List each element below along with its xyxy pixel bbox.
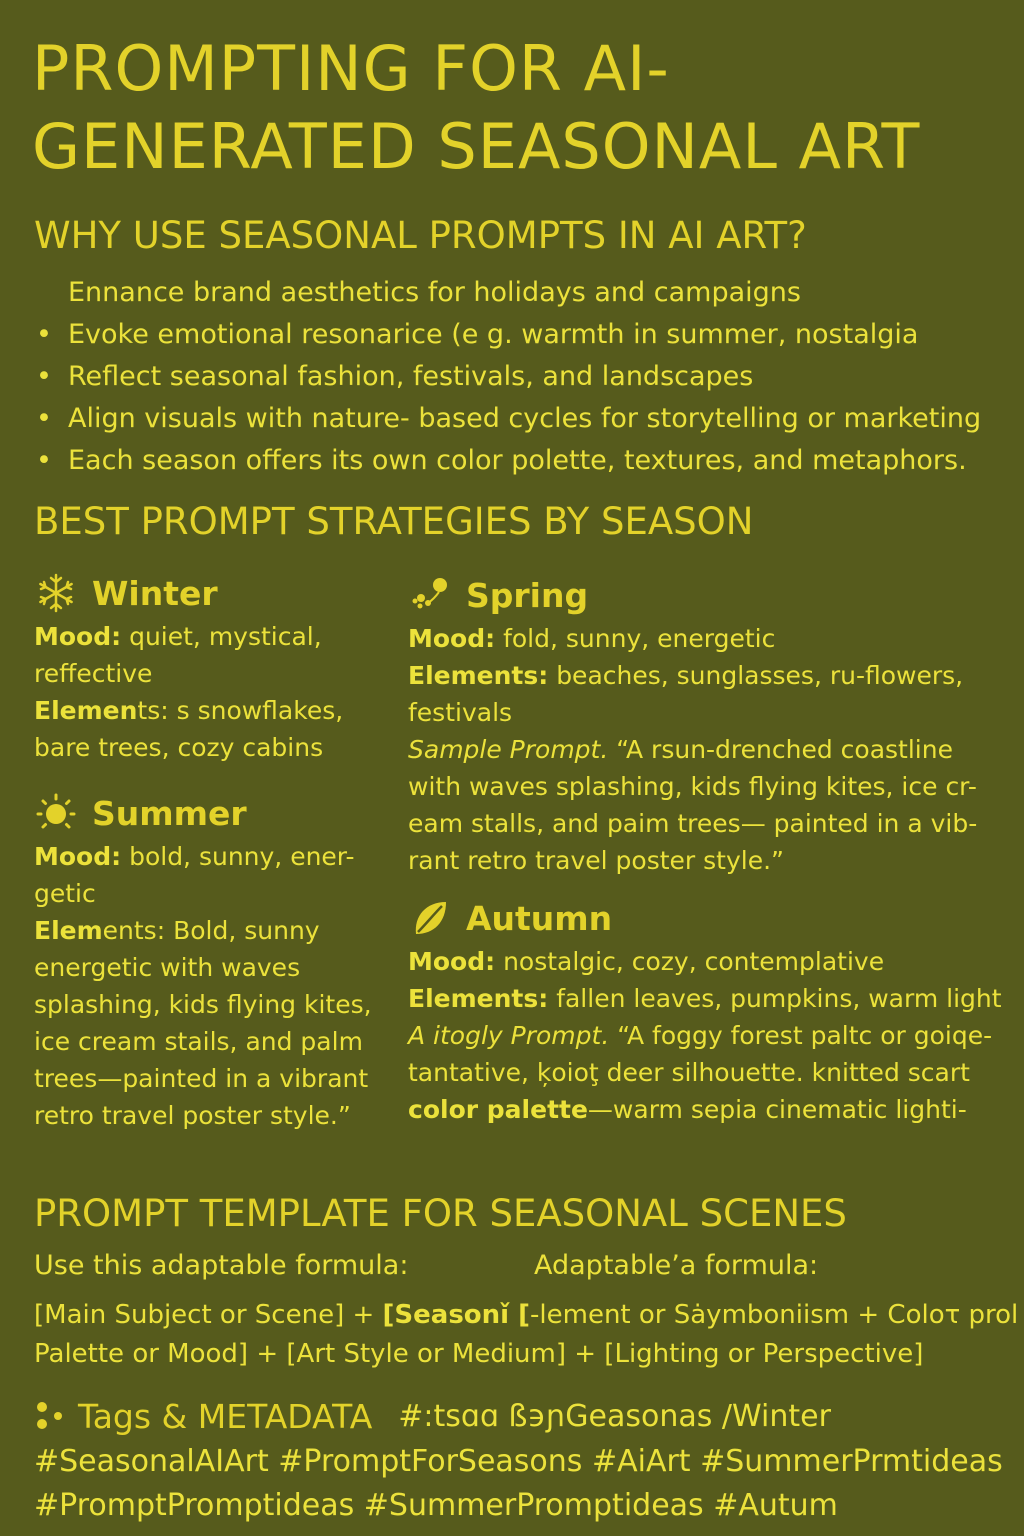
hashtag-line: #PromptPromptideas #SummerPromptideas #Autum xyxy=(34,1488,838,1523)
why-list xyxy=(34,272,1024,482)
spring-prompt: Sample Prompt. “A rsun-drenched coastline with waves splashing, kids flying kites, ice cr-eam stalls, and paim trees— painted in a vib-rant retro travel poster style.” xyxy=(408,735,978,875)
template-heading: PROMPT TEMPLATE FOR SEASONAL SCENES xyxy=(34,1192,847,1235)
winter-elements: Elements: s snowflakes, bare trees, cozy cabins xyxy=(34,696,344,762)
why-heading: WHY USE SEASONAL PROMPTS IN AI ART? xyxy=(34,214,807,257)
page-title: PROMPTING FOR AI-GENERATED SEASONAL ART xyxy=(32,32,921,183)
list-item: • Reflect seasonal fashion, festivals, and landscapes xyxy=(36,361,754,392)
autumn-heading xyxy=(408,893,1008,943)
winter-mood: Mood: quiet, mystical, reffective xyxy=(34,622,322,688)
autumn-mood: Mood: nostalgic, cozy, contemplative xyxy=(408,947,885,976)
hashtag-line: #SeasonalAIArt #PromptForSeasons #AiArt #SummerPrmtideas xyxy=(34,1444,1003,1479)
tags-heading xyxy=(32,1396,831,1436)
sun-icon xyxy=(34,791,78,835)
list-item: • Each season offers its own color polette, textures, and metaphors. xyxy=(36,445,967,476)
tags-icon xyxy=(32,1396,72,1436)
formula-intro-right: Adaptable’a formula: xyxy=(534,1250,819,1281)
hashtag-list xyxy=(34,1440,1003,1528)
list-item: • Evoke emotional resonarice (e g. warmth in summer, nostalgia xyxy=(36,319,919,350)
spring-elements: Elements: beaches, sunglasses, ru-flowers, festivals xyxy=(408,661,964,727)
leaf-icon xyxy=(408,896,452,940)
autumn-elements: Elements: fallen leaves, pumpkins, warm light xyxy=(408,984,1002,1013)
winter-title: Winter xyxy=(92,573,218,613)
winter-section xyxy=(34,568,374,1134)
autumn-title: Autumn xyxy=(466,898,613,938)
summer-title: Summer xyxy=(92,793,247,833)
summer-mood: Mood: bold, sunny, ener-getic xyxy=(34,842,355,908)
spring-mood: Mood: fold, sunny, energetic xyxy=(408,624,776,653)
summer-heading xyxy=(34,788,374,838)
list-item: • Align visuals with nature- based cycles for storytelling or marketing xyxy=(36,403,982,434)
tags-first: #:tsɑɑ ß϶ɲGeasonas /Winter xyxy=(398,1398,831,1434)
summer-elements: Elements: Bold, sunny energetic with waves splashing, kids flying kites, ice cream stails, and palm trees—painted in a vibrant retro travel poster style.” xyxy=(34,916,372,1130)
prompt-formula: [Main Subject or Scene] + [Seasonǐ [-lement or Sȧymboniism + Coloτ prol Palette or Mood] + [Art Style or Medium] + [Lighting or Perspective] xyxy=(34,1300,1019,1369)
winter-heading xyxy=(34,568,374,618)
formula-intro-left: Use this adaptable formula: xyxy=(34,1250,409,1281)
strategies-heading: BEST PROMPT STRATEGIES BY SEASON xyxy=(34,500,754,543)
flower-icon xyxy=(408,573,452,617)
spring-title: Spring xyxy=(466,575,589,615)
tags-title: Tags & METADATA xyxy=(78,1396,373,1436)
autumn-prompt: A itogly Prompt. “A foggy forest paltc or goiqe-tantative, ķoioţ deer silhouette. knitted scart color palette—warm sepia cinematic lighti- xyxy=(408,1021,993,1124)
spring-heading xyxy=(408,570,1008,620)
snowflake-icon xyxy=(34,571,78,615)
spring-section xyxy=(408,570,1008,1128)
list-item: Ennance brand aesthetics for holidays and campaigns xyxy=(68,277,801,308)
